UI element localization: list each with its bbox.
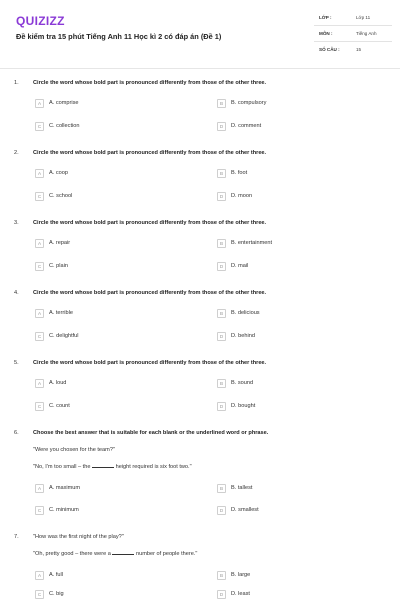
option-letter-box: D	[217, 506, 226, 515]
option-text: B. compulsory	[231, 100, 267, 106]
option-letter-box: B	[217, 239, 226, 248]
option-text: A. full	[49, 572, 63, 578]
meta-value: 15	[356, 47, 362, 52]
question-number: 6.	[14, 430, 19, 436]
option-text: C. minimum	[49, 507, 79, 513]
meta-row-grade	[314, 10, 392, 26]
option-letter-box: A	[35, 484, 44, 493]
option-letter-box: D	[217, 402, 226, 411]
question-number: 7.	[14, 534, 19, 540]
option-text: C. big	[49, 591, 64, 597]
option-letter-box: D	[217, 590, 226, 599]
question-stem-line: "Were you chosen for the team?"	[33, 447, 115, 453]
option-letter-box: D	[217, 192, 226, 201]
meta-key: SỐ CÂU :	[319, 47, 340, 52]
option-letter-box: C	[35, 590, 44, 599]
option-text: B. tallest	[231, 485, 253, 491]
option-text: D. comment	[231, 123, 262, 129]
worksheet-title: Đề kiểm tra 15 phút Tiếng Anh 11 Học kì 2 có đáp án (Đề 1)	[16, 32, 222, 41]
option-letter-box: A	[35, 379, 44, 388]
meta-row-subject	[314, 26, 392, 42]
question-number: 4.	[14, 290, 19, 296]
option-text: B. delicious	[231, 310, 260, 316]
question-prompt: Circle the word whose bold part is pronounced differently from those of the other three.	[33, 220, 267, 226]
option-letter-box: D	[217, 332, 226, 341]
option-text: A. loud	[49, 380, 67, 386]
option-letter-box: C	[35, 262, 44, 271]
option-letter-box: A	[35, 309, 44, 318]
option-letter-box: B	[217, 379, 226, 388]
question-stem-line	[33, 550, 197, 557]
option-letter-box: B	[217, 169, 226, 178]
option-text: A. terrible	[49, 310, 73, 316]
option-text: D. least	[231, 591, 250, 597]
option-letter-box: C	[35, 122, 44, 131]
stem-text: height required is six foot two."	[115, 464, 192, 470]
answer-blank	[92, 463, 114, 468]
question-number: 2.	[14, 150, 19, 156]
question-number: 5.	[14, 360, 19, 366]
meta-key: MÔN :	[319, 31, 333, 36]
option-text: C. plain	[49, 263, 68, 269]
option-text: D. smallest	[231, 507, 259, 513]
question-stem-line	[33, 463, 192, 470]
option-letter-box: C	[35, 402, 44, 411]
option-text: B. large	[231, 572, 251, 578]
stem-text: "No, I'm too small – the	[33, 464, 91, 470]
question-prompt: Circle the word whose bold part is pronounced differently from those of the other three.	[33, 360, 267, 366]
option-text: D. moon	[231, 193, 253, 199]
option-letter-box: B	[217, 484, 226, 493]
stem-text: number of people there."	[135, 551, 198, 557]
option-letter-box: C	[35, 506, 44, 515]
option-text: C. delightful	[49, 333, 79, 339]
question-prompt: Circle the word whose bold part is pronounced differently from those of the other three.	[33, 290, 267, 296]
option-letter-box: A	[35, 99, 44, 108]
option-letter-box: A	[35, 571, 44, 580]
option-letter-box: B	[217, 309, 226, 318]
option-text: A. repair	[49, 240, 71, 246]
meta-row-count	[314, 42, 392, 58]
question-number: 1.	[14, 80, 19, 86]
question-number: 3.	[14, 220, 19, 226]
option-text: C. school	[49, 193, 73, 199]
option-text: A. maximum	[49, 485, 81, 491]
option-text: A. comprise	[49, 100, 79, 106]
option-letter-box: A	[35, 169, 44, 178]
option-letter-box: D	[217, 262, 226, 271]
worksheet-header	[0, 0, 400, 68]
option-text: A. coop	[49, 170, 68, 176]
meta-key: LỚP :	[319, 15, 332, 20]
meta-value: Tiếng Anh	[356, 31, 377, 36]
question-stem-line: "How was the first night of the play?"	[33, 534, 124, 540]
question-prompt: Circle the word whose bold part is pronounced differently from those of the other three.	[33, 80, 267, 86]
worksheet-meta	[314, 10, 392, 60]
option-letter-box: A	[35, 239, 44, 248]
quizizz-logo: QUIZIZZ	[16, 14, 65, 28]
meta-value: Lớp 11	[356, 15, 371, 20]
option-text: C. count	[49, 403, 70, 409]
option-text: B. entertainment	[231, 240, 273, 246]
header-divider	[0, 68, 400, 69]
stem-text: "Oh, pretty good – there were a	[33, 551, 111, 557]
option-letter-box: D	[217, 122, 226, 131]
option-letter-box: C	[35, 332, 44, 341]
option-text: B. sound	[231, 380, 254, 386]
option-text: D. mail	[231, 263, 249, 269]
question-prompt: Circle the word whose bold part is pronounced differently from those of the other three.	[33, 150, 267, 156]
option-text: C. collection	[49, 123, 80, 129]
question-prompt: Choose the best answer that is suitable for each blank or the underlined word or phrase.	[33, 430, 269, 436]
option-text: D. bought	[231, 403, 256, 409]
option-letter-box: B	[217, 99, 226, 108]
option-letter-box: C	[35, 192, 44, 201]
option-letter-box: B	[217, 571, 226, 580]
answer-blank	[112, 550, 134, 555]
option-text: D. behind	[231, 333, 255, 339]
option-text: B. foot	[231, 170, 248, 176]
